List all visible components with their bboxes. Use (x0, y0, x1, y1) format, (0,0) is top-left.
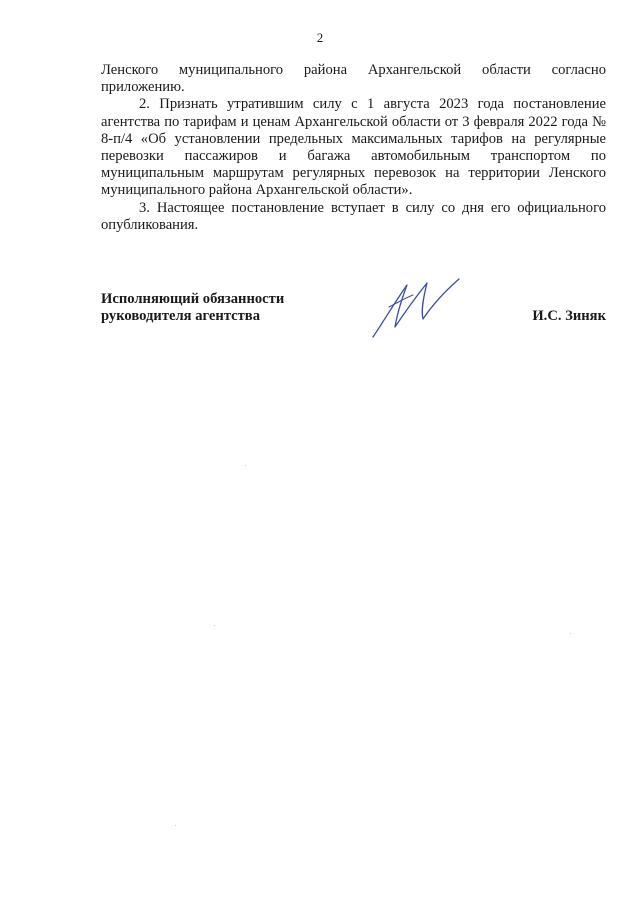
handwritten-signature (367, 277, 467, 341)
document-body (101, 62, 606, 234)
scan-speck (214, 625, 215, 626)
paragraph-item-2: 2. Признать утратившим силу с 1 августа 2023 года постановление агентства по тарифам и ценам Архангельской области от 3 февраля 2022 года № 8-п/4 «Об установлении предельных максимальных тарифов на регулярные перевозки пассажиров и багажа автомобильным транспортом по муниципальным маршрутам регулярных перевозок на территории Ленского муниципального района Архангельской области». (101, 96, 606, 199)
paragraph-item-3: 3. Настоящее постановление вступает в силу со дня его официального опубликования. (101, 199, 606, 233)
scan-speck (570, 633, 571, 634)
signature-block (101, 291, 606, 351)
signatory-name: И.С. Зиняк (532, 308, 606, 324)
paragraph-continuation: Ленского муниципального района Архангельской области согласно приложению. (101, 62, 606, 96)
page-number: 2 (316, 30, 324, 45)
scan-speck (175, 825, 176, 826)
signatory-position-line-2: руководителя агентства (101, 308, 260, 324)
signatory-position (101, 291, 284, 325)
scan-speck (245, 465, 246, 466)
signatory-position-line-1: Исполняющий обязанности (101, 291, 285, 307)
